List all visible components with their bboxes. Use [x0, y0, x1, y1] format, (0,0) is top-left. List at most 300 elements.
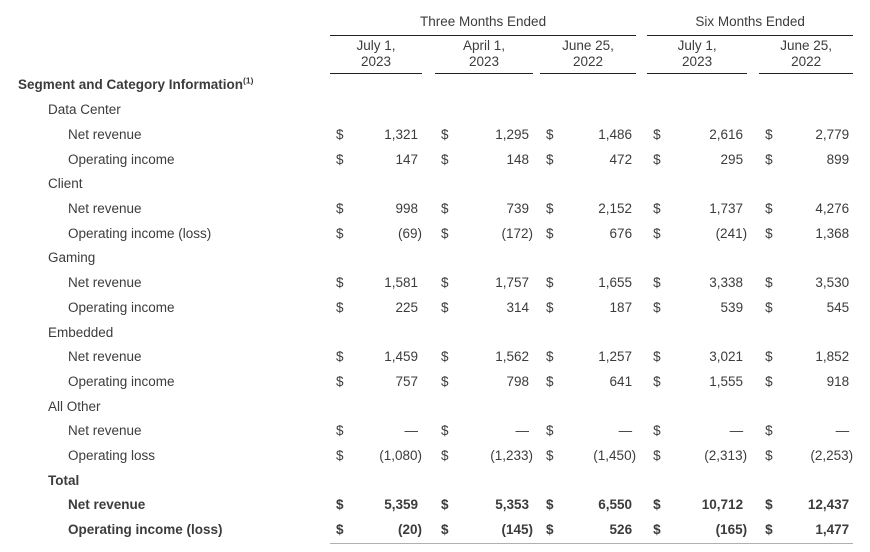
value-cell: 1,477 [777, 518, 853, 543]
table-row [0, 321, 853, 346]
value-cell: — [835, 423, 850, 439]
currency-symbol: $ [653, 201, 661, 216]
value-cell: 1,555 [709, 373, 744, 389]
value-cell: 3,530 [815, 275, 850, 291]
value-cell: (165) [665, 518, 747, 543]
value-cell [777, 246, 853, 271]
value-cell: 998 [395, 201, 418, 216]
column-spacer [747, 73, 759, 98]
currency-symbol: $ [653, 299, 661, 315]
column-spacer [422, 222, 435, 247]
value-cell: (172) [501, 225, 533, 241]
currency-symbol [330, 98, 348, 123]
value-cell [453, 98, 533, 123]
currency-symbol: $ [653, 497, 661, 513]
column-spacer [422, 73, 435, 98]
group-header-six-months: Six Months Ended [647, 6, 853, 35]
value-cell: 5,353 [495, 497, 529, 513]
value-cell: 225 [395, 299, 418, 315]
currency-symbol [435, 172, 453, 197]
value-cell [453, 395, 533, 420]
column-spacer [747, 395, 759, 420]
currency-symbol [540, 395, 558, 420]
row-label: Operating income (loss) [68, 225, 212, 241]
currency-symbol [435, 246, 453, 271]
column-spacer [636, 321, 647, 346]
column-spacer [533, 345, 540, 370]
value-cell: 545 [826, 299, 850, 315]
value-cell: 899 [826, 151, 850, 167]
column-spacer [533, 444, 540, 469]
column-spacer [636, 345, 647, 370]
column-spacer [747, 296, 759, 321]
value-cell [348, 469, 422, 494]
currency-symbol: $ [653, 373, 661, 389]
value-cell: 641 [609, 373, 633, 389]
currency-symbol: $ [653, 349, 661, 365]
table-row [0, 222, 853, 247]
currency-symbol [759, 98, 777, 123]
value-cell [558, 321, 636, 346]
column-spacer [422, 197, 435, 222]
table-row [0, 98, 853, 123]
column-spacer [533, 395, 540, 420]
column-spacer [422, 444, 435, 469]
group-gap [636, 6, 647, 35]
currency-symbol [540, 172, 558, 197]
value-cell: 12,437 [807, 497, 850, 513]
table-row [0, 73, 853, 98]
value-cell: 1,562 [495, 349, 529, 365]
column-spacer [636, 148, 647, 173]
currency-symbol: $ [441, 225, 449, 241]
currency-symbol [330, 321, 348, 346]
currency-symbol [647, 469, 665, 494]
column-spacer [747, 271, 759, 296]
column-spacer [533, 246, 540, 271]
column-spacer [747, 345, 759, 370]
column-spacer [747, 419, 759, 444]
value-cell [777, 321, 853, 346]
value-cell: (69) [397, 225, 422, 241]
value-cell [348, 98, 422, 123]
currency-symbol: $ [441, 373, 449, 389]
value-cell: 1,321 [384, 126, 418, 142]
column-spacer [747, 246, 759, 271]
segment-category-table [0, 6, 853, 544]
group-header-three-months: Three Months Ended [330, 6, 636, 35]
value-cell: 2,152 [598, 201, 633, 216]
column-spacer [747, 148, 759, 173]
value-cell [665, 73, 747, 98]
currency-symbol: $ [765, 225, 773, 241]
column-spacer [533, 321, 540, 346]
currency-symbol [647, 73, 665, 98]
currency-symbol: $ [765, 126, 773, 142]
currency-symbol: $ [765, 151, 773, 167]
row-label: Net revenue [68, 126, 142, 142]
currency-symbol: $ [336, 423, 344, 439]
column-spacer [422, 296, 435, 321]
value-cell [453, 321, 533, 346]
currency-symbol: $ [653, 225, 661, 241]
column-spacer [422, 148, 435, 173]
column-spacer [636, 518, 647, 543]
column-gap [636, 35, 647, 73]
row-label: Net revenue [68, 349, 142, 365]
column-spacer [422, 321, 435, 346]
currency-symbol [647, 172, 665, 197]
header-spacer [0, 35, 330, 73]
value-cell [665, 469, 747, 494]
currency-symbol: $ [765, 201, 773, 216]
value-cell: 1,486 [598, 126, 633, 142]
value-cell: (20) [348, 518, 422, 543]
currency-symbol: $ [441, 126, 449, 142]
column-spacer [747, 469, 759, 494]
column-header-line1: June 25, [562, 38, 614, 53]
table-row [0, 197, 853, 222]
column-spacer [533, 419, 540, 444]
table-row [0, 444, 853, 469]
value-cell: 676 [609, 225, 633, 241]
currency-symbol: $ [336, 497, 344, 513]
value-cell [777, 73, 853, 98]
currency-symbol: $ [765, 497, 773, 513]
value-cell: 918 [826, 373, 850, 389]
row-label: Net revenue [68, 201, 142, 216]
column-header-0 [330, 35, 422, 73]
column-spacer [422, 123, 435, 148]
currency-symbol: $ [336, 225, 344, 241]
value-cell [665, 246, 747, 271]
value-cell: 1,257 [598, 349, 633, 365]
currency-symbol: $ [765, 349, 773, 365]
currency-symbol: $ [546, 151, 554, 167]
column-spacer [422, 345, 435, 370]
column-spacer [636, 419, 647, 444]
column-header-line2: 2022 [573, 54, 604, 69]
currency-symbol: $ [647, 518, 665, 543]
currency-symbol [647, 395, 665, 420]
currency-symbol: $ [336, 201, 344, 216]
currency-symbol [435, 98, 453, 123]
value-cell [665, 172, 747, 197]
currency-symbol [435, 469, 453, 494]
currency-symbol [330, 73, 348, 98]
column-header-line1: July 1, [356, 38, 396, 53]
value-cell: 314 [506, 299, 529, 315]
currency-symbol: $ [435, 518, 453, 543]
currency-symbol: $ [336, 126, 344, 142]
value-cell [348, 395, 422, 420]
column-spacer [636, 444, 647, 469]
column-spacer [747, 518, 759, 543]
value-cell [453, 73, 533, 98]
column-spacer [422, 493, 435, 518]
value-cell: 295 [720, 151, 744, 167]
value-cell: — [404, 423, 418, 439]
value-cell [453, 469, 533, 494]
row-label: All Other [48, 398, 101, 414]
currency-symbol [759, 395, 777, 420]
column-spacer [533, 296, 540, 321]
value-cell [348, 73, 422, 98]
currency-symbol: $ [441, 349, 449, 365]
value-cell [558, 172, 636, 197]
currency-symbol [435, 73, 453, 98]
currency-symbol: $ [330, 518, 348, 543]
row-label: Embedded [48, 324, 114, 340]
row-label: Operating income [68, 151, 175, 167]
value-cell: 10,712 [701, 497, 744, 513]
currency-symbol [330, 395, 348, 420]
value-cell [558, 246, 636, 271]
currency-symbol: $ [441, 151, 449, 167]
column-header-4 [759, 35, 853, 73]
value-cell: 1,757 [495, 275, 529, 291]
value-cell: 1,737 [709, 201, 744, 216]
value-cell [348, 321, 422, 346]
value-cell: (2,313) [704, 448, 748, 464]
row-label: Net revenue [68, 423, 142, 439]
value-cell [453, 172, 533, 197]
column-spacer [422, 98, 435, 123]
table-row [0, 296, 853, 321]
column-spacer [747, 172, 759, 197]
value-cell [348, 246, 422, 271]
currency-symbol: $ [546, 225, 554, 241]
table-row [0, 469, 853, 494]
currency-symbol [759, 246, 777, 271]
currency-symbol [330, 172, 348, 197]
table-row [0, 246, 853, 271]
value-cell: (2,253) [810, 448, 854, 464]
currency-symbol [330, 469, 348, 494]
value-cell: 6,550 [598, 497, 633, 513]
group-header-row [0, 6, 853, 35]
column-header-line1: April 1, [462, 38, 506, 53]
currency-symbol: $ [759, 518, 777, 543]
row-label: Gaming [48, 250, 96, 266]
table-row [0, 123, 853, 148]
value-cell: — [729, 423, 744, 439]
currency-symbol [759, 469, 777, 494]
value-cell: 147 [395, 151, 418, 167]
table-body [0, 73, 853, 543]
currency-symbol: $ [336, 299, 344, 315]
currency-symbol: $ [765, 275, 773, 291]
table-row [0, 172, 853, 197]
column-spacer [636, 493, 647, 518]
value-cell: (241) [715, 225, 748, 241]
value-cell [558, 469, 636, 494]
value-cell: 3,338 [709, 275, 744, 291]
currency-symbol: $ [441, 201, 449, 216]
row-label: Client [48, 176, 83, 192]
column-spacer [636, 246, 647, 271]
column-spacer [422, 419, 435, 444]
table-row [0, 518, 853, 543]
value-cell: 539 [720, 299, 744, 315]
column-spacer [636, 271, 647, 296]
table-row [0, 148, 853, 173]
column-gap [533, 35, 540, 73]
currency-symbol [759, 73, 777, 98]
currency-symbol: $ [546, 497, 554, 513]
value-cell [558, 395, 636, 420]
column-gap [422, 35, 435, 73]
column-spacer [533, 271, 540, 296]
currency-symbol [647, 246, 665, 271]
column-spacer [422, 246, 435, 271]
column-spacer [422, 395, 435, 420]
currency-symbol: $ [546, 299, 554, 315]
currency-symbol: $ [546, 349, 554, 365]
table-row [0, 395, 853, 420]
currency-symbol [759, 321, 777, 346]
currency-symbol: $ [653, 423, 661, 439]
value-cell: 472 [609, 151, 633, 167]
value-cell [777, 395, 853, 420]
row-label: Total [48, 472, 80, 488]
column-gap [747, 35, 759, 73]
currency-symbol: $ [336, 373, 344, 389]
column-spacer [636, 197, 647, 222]
value-cell: 1,368 [815, 225, 850, 241]
currency-symbol [647, 321, 665, 346]
currency-symbol: $ [441, 275, 449, 291]
currency-symbol: $ [765, 423, 773, 439]
column-spacer [636, 370, 647, 395]
currency-symbol [759, 172, 777, 197]
value-cell: 2,779 [815, 126, 850, 142]
value-cell: 2,616 [709, 126, 744, 142]
row-label: Operating income (loss) [68, 522, 223, 538]
column-spacer [747, 197, 759, 222]
value-cell [777, 469, 853, 494]
column-header-line2: 2023 [360, 54, 392, 69]
column-spacer [747, 222, 759, 247]
table-row [0, 345, 853, 370]
column-spacer [747, 493, 759, 518]
row-label: Net revenue [68, 497, 146, 513]
currency-symbol: $ [546, 201, 554, 216]
value-cell: 739 [506, 201, 529, 216]
value-cell: 526 [558, 518, 636, 543]
column-spacer [533, 172, 540, 197]
currency-symbol: $ [546, 373, 554, 389]
currency-symbol [540, 73, 558, 98]
column-spacer [636, 123, 647, 148]
currency-symbol: $ [441, 497, 449, 513]
row-label: Operating income [68, 373, 175, 389]
row-label: Operating loss [68, 448, 156, 464]
currency-symbol: $ [765, 448, 773, 464]
column-spacer [636, 172, 647, 197]
value-cell: (1,080) [379, 448, 422, 464]
column-spacer [636, 296, 647, 321]
currency-symbol: $ [441, 448, 449, 464]
currency-symbol: $ [765, 373, 773, 389]
value-cell: — [618, 423, 633, 439]
currency-symbol: $ [546, 126, 554, 142]
value-cell: 1,459 [384, 349, 418, 365]
row-label: Data Center [48, 102, 121, 118]
column-spacer [747, 123, 759, 148]
header-spacer [0, 6, 330, 35]
currency-symbol: $ [653, 151, 661, 167]
column-header-1 [435, 35, 533, 73]
column-spacer [636, 98, 647, 123]
value-cell: — [515, 423, 529, 439]
table-row [0, 419, 853, 444]
column-spacer [747, 370, 759, 395]
value-cell: 4,276 [815, 201, 850, 216]
column-spacer [533, 123, 540, 148]
column-spacer [422, 370, 435, 395]
currency-symbol: $ [441, 299, 449, 315]
row-label: Operating income [68, 299, 175, 315]
currency-symbol: $ [540, 518, 558, 543]
column-spacer [422, 172, 435, 197]
row-label: Net revenue [68, 275, 142, 291]
currency-symbol: $ [546, 275, 554, 291]
column-spacer [533, 518, 540, 543]
column-spacer [533, 493, 540, 518]
column-spacer [422, 518, 435, 543]
currency-symbol: $ [653, 126, 661, 142]
currency-symbol [540, 469, 558, 494]
value-cell [665, 395, 747, 420]
value-cell: 5,359 [384, 497, 418, 513]
column-spacer [422, 271, 435, 296]
currency-symbol: $ [546, 448, 554, 464]
value-cell: (1,233) [490, 448, 533, 464]
column-spacer [533, 148, 540, 173]
column-spacer [533, 73, 540, 98]
column-spacer [636, 73, 647, 98]
currency-symbol [540, 321, 558, 346]
value-cell: 1,581 [384, 275, 418, 291]
currency-symbol: $ [653, 275, 661, 291]
column-spacer [747, 321, 759, 346]
column-header-3 [647, 35, 747, 73]
currency-symbol [540, 246, 558, 271]
value-cell: 1,852 [815, 349, 850, 365]
column-header-line2: 2023 [682, 54, 713, 69]
currency-symbol: $ [441, 423, 449, 439]
column-spacer [533, 370, 540, 395]
currency-symbol: $ [546, 423, 554, 439]
value-cell [558, 98, 636, 123]
currency-symbol: $ [336, 151, 344, 167]
value-cell: 757 [395, 373, 418, 389]
value-cell: 798 [506, 373, 529, 389]
currency-symbol: $ [653, 448, 661, 464]
column-header-2 [540, 35, 636, 73]
value-cell: 148 [506, 151, 529, 167]
value-cell [558, 73, 636, 98]
value-cell: (145) [453, 518, 533, 543]
currency-symbol [540, 98, 558, 123]
currency-symbol [647, 98, 665, 123]
currency-symbol: $ [336, 275, 344, 291]
value-cell [665, 98, 747, 123]
column-spacer [422, 469, 435, 494]
column-header-line1: June 25, [780, 38, 832, 53]
value-cell: 187 [609, 299, 633, 315]
